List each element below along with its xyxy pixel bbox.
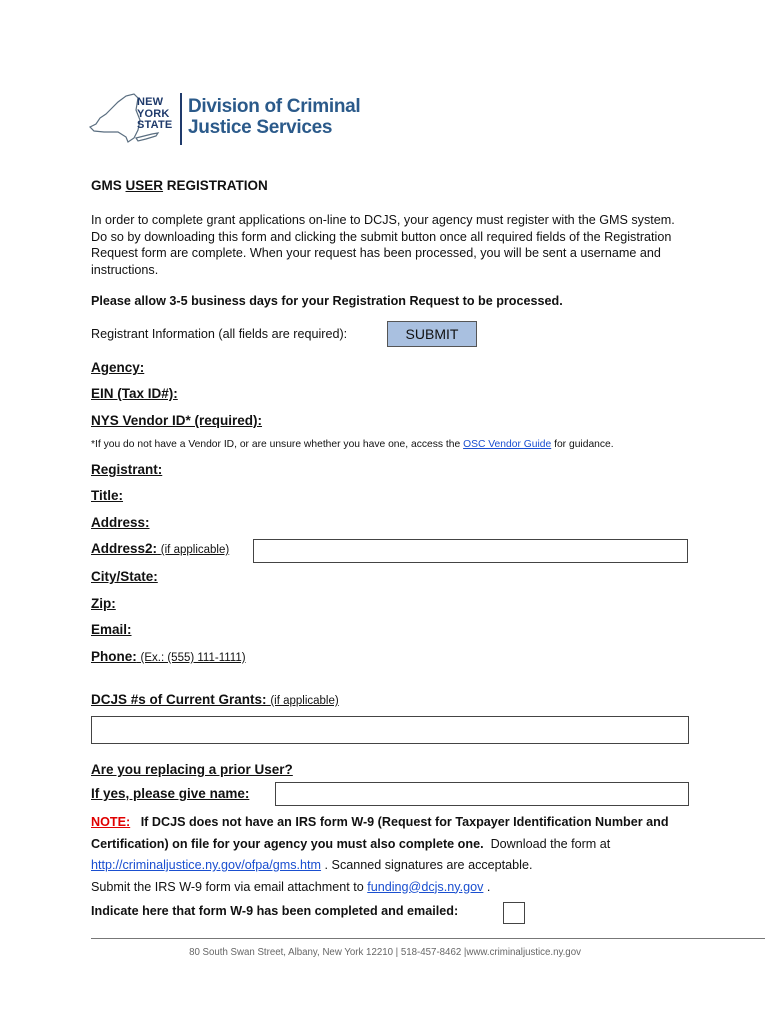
- ein-label: EIN (Tax ID#):: [91, 386, 178, 401]
- address2-label: Address2:: [91, 541, 158, 556]
- w9-confirmation-label: Indicate here that form W-9 has been completed and emailed:: [91, 904, 459, 918]
- processing-time-note: Please allow 3-5 business days for your Registration Request to be processed.: [91, 294, 563, 308]
- phone-label-row: [91, 649, 246, 664]
- address-label: Address:: [91, 515, 150, 530]
- grants-label-row: [91, 692, 339, 707]
- w9-confirmation-checkbox[interactable]: [503, 902, 525, 924]
- note-submit-text: Submit the IRS W-9 form via email attachment to: [91, 879, 364, 894]
- phone-hint: (Ex.: (555) 111-1111): [140, 652, 246, 664]
- note-bold-text: If DCJS does not have an IRS form W-9 (Request for Taxpayer Identification Number and Certification) on file for your agency you must also complete one.: [91, 815, 669, 851]
- funding-email-link[interactable]: funding@dcjs.ny.gov: [367, 879, 484, 894]
- grants-input[interactable]: [91, 716, 689, 744]
- prior-user-name-input[interactable]: [275, 782, 689, 806]
- title-label: Title:: [91, 488, 124, 503]
- gms-form-link[interactable]: http://criminaljustice.ny.gov/ofpa/gms.htm: [91, 858, 322, 872]
- address2-hint: (if applicable): [160, 544, 230, 556]
- zip-label: Zip:: [91, 596, 116, 611]
- note-period: .: [486, 879, 491, 894]
- logo-state-line2: YORK: [137, 107, 170, 120]
- page-title: [91, 178, 268, 193]
- w9-note: [91, 812, 691, 898]
- osc-vendor-guide-link[interactable]: OSC Vendor Guide: [463, 439, 552, 450]
- grants-label: DCJS #s of Current Grants:: [91, 692, 267, 707]
- vendor-id-label: NYS Vendor ID* (required):: [91, 413, 263, 428]
- logo-division-name: [188, 96, 360, 138]
- registrant-label: Registrant:: [91, 462, 163, 477]
- title-prefix: GMS: [91, 178, 126, 193]
- logo-divider: [180, 93, 182, 145]
- grants-hint: (if applicable): [270, 695, 339, 707]
- footer-contact: 80 South Swan Street, Albany, New York 12210 | 518-457-8462 |www.criminaljustice.ny.gov: [189, 947, 581, 958]
- logo-division-line1: Division of Criminal: [188, 96, 361, 117]
- city-state-label: City/State:: [91, 569, 158, 584]
- email-label: Email:: [91, 622, 132, 637]
- note-download-text: Download the form at: [490, 836, 611, 851]
- vendor-note-text: *If you do not have a Vendor ID, or are unsure whether you have one, access the: [91, 439, 464, 450]
- note-scanned-text: . Scanned signatures are acceptable.: [324, 858, 533, 872]
- footer-divider: [91, 938, 765, 939]
- phone-label: Phone:: [91, 649, 137, 664]
- address2-input[interactable]: [253, 539, 688, 563]
- logo-division-line2: Justice Services: [188, 117, 333, 138]
- intro-paragraph: In order to complete grant applications on-line to DCJS, your agency must register with the GMS system. Do so by downloading this form and clicking the submit button once all required fields of the Registration Request form are complete. When your request has been processed, you will be sent a username and instructions.: [91, 213, 675, 277]
- logo-state-line3: STATE: [137, 119, 173, 131]
- title-underlined: USER: [125, 178, 164, 193]
- submit-button[interactable]: SUBMIT: [387, 321, 477, 347]
- logo-state-line1: NEW: [137, 96, 164, 108]
- vendor-note-suffix: for guidance.: [551, 439, 614, 450]
- replacing-user-label: Are you replacing a prior User?: [91, 762, 293, 777]
- vendor-guidance-note: [91, 439, 614, 450]
- logo-state-text: [137, 97, 172, 132]
- prior-user-name-label: If yes, please give name:: [91, 786, 250, 801]
- address2-label-row: [91, 541, 229, 556]
- title-suffix: REGISTRATION: [163, 178, 268, 193]
- registrant-info-label: Registrant Information (all fields are required):: [91, 327, 348, 341]
- note-label: NOTE:: [91, 815, 131, 829]
- agency-label: Agency:: [91, 360, 145, 375]
